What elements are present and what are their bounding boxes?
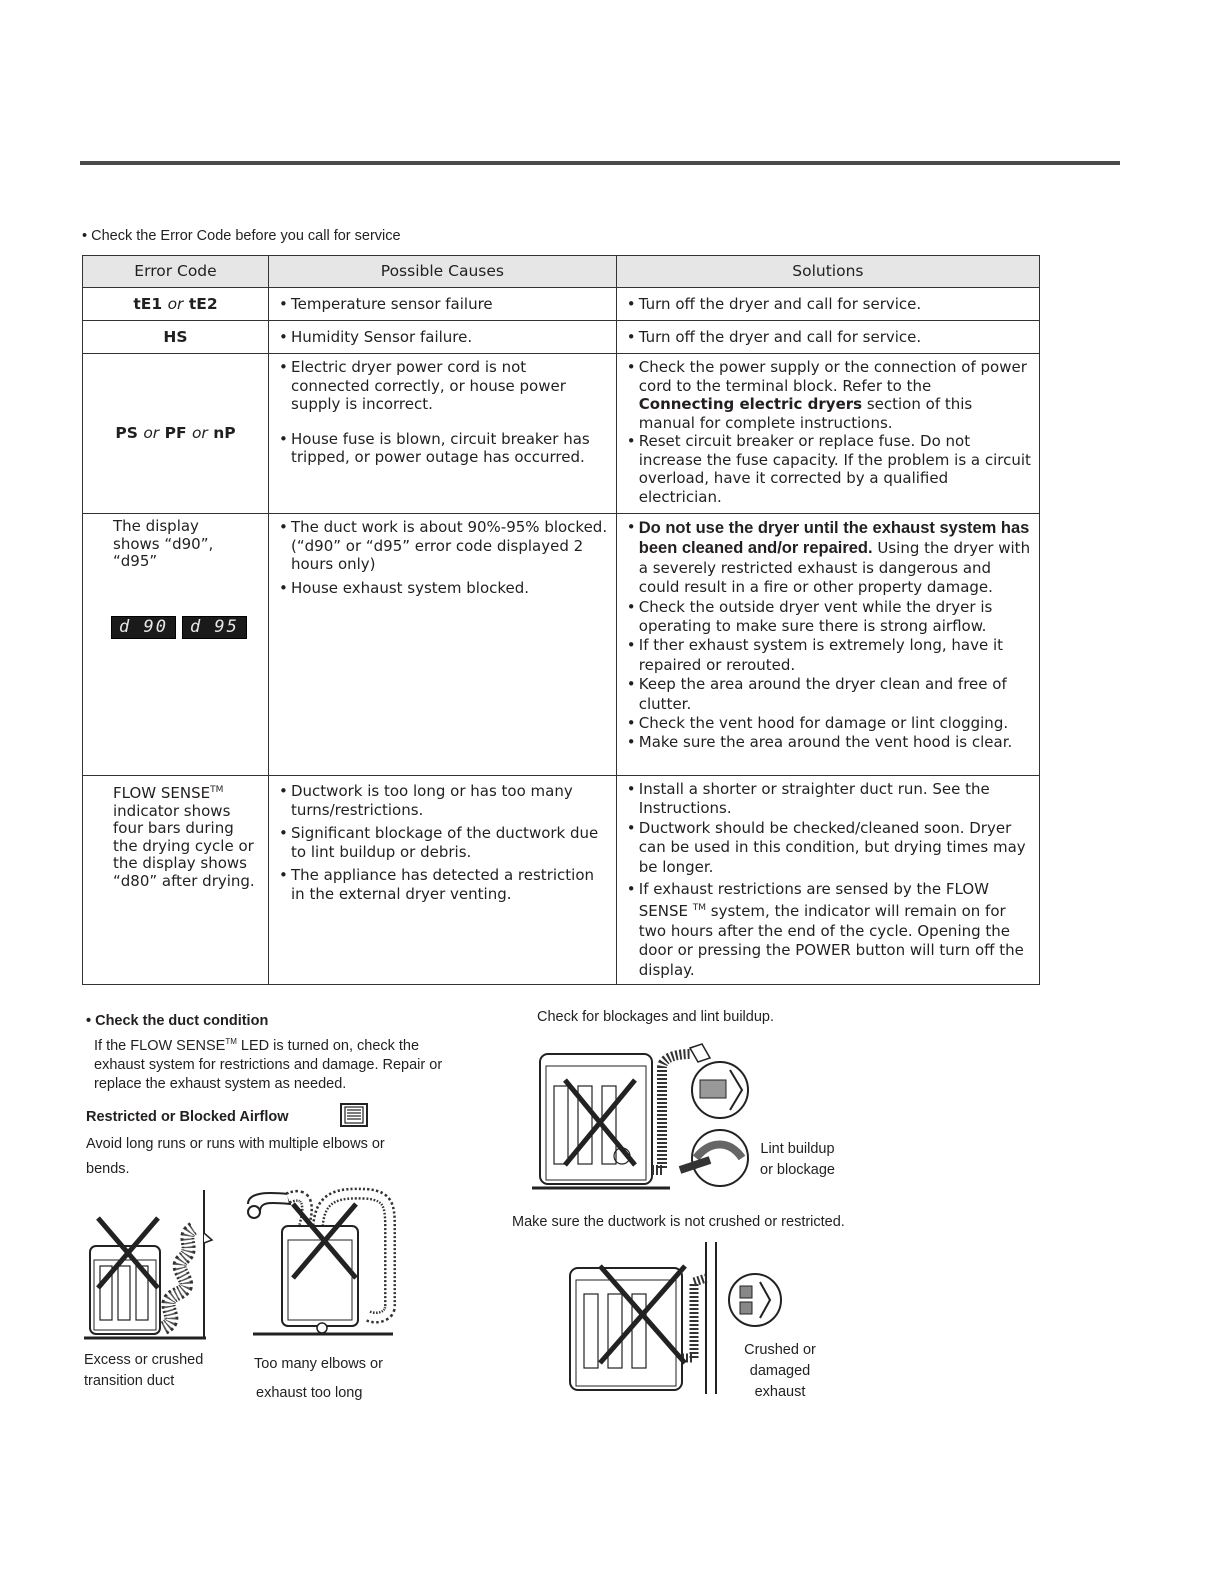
solution-item: • Make sure the area around the vent hood is clear.: [627, 733, 1031, 752]
lcd-displays: [111, 616, 258, 639]
excess-duct-illustration: [84, 1188, 214, 1343]
duct-condition-title: • Check the duct condition: [86, 1013, 269, 1029]
crushed-ductwork-caption: Make sure the ductwork is not crushed or restricted.: [512, 1214, 845, 1230]
solution-item: • Turn off the dryer and call for service.: [627, 295, 1031, 314]
intro-text: • Check the Error Code before you call for service: [82, 228, 401, 244]
cause-item: • Electric dryer power cord is not connected correctly, or house power supply is incorrect.: [279, 358, 608, 414]
solution-item: • If exhaust restrictions are sensed by the FLOW SENSE ™ system, the indicator will remain on for two hours after the end of the cycle. Opening the door or pressing the POWER button will turn off the display.: [627, 880, 1031, 980]
display-d90-text: The display shows “d90”, “d95”: [113, 517, 214, 570]
solution-item: • Do not use the dryer until the exhaust system has been cleaned and/or repaired. Using the dryer with a severely restricted exhaust is dangerous and could result in a fire or other property damage.: [627, 518, 1031, 598]
header-possible-causes: Possible Causes: [269, 256, 617, 288]
error-code-ps: PS or PF or nP: [83, 354, 269, 514]
restricted-airflow-body: Avoid long runs or runs with multiple elbows or bends.: [86, 1136, 385, 1177]
cause-item: • Temperature sensor failure: [279, 295, 608, 314]
cause-item: • House fuse is blown, circuit breaker has tripped, or power outage has occurred.: [279, 430, 608, 467]
solution-item: • Check the outside dryer vent while the dryer is operating to make sure there is strong airflow.: [627, 598, 1031, 637]
top-rule: [80, 161, 1120, 165]
table-row: [83, 776, 1040, 985]
check-blockages-caption: Check for blockages and lint buildup.: [537, 1009, 774, 1025]
crushed-exhaust-label: Crushed or damaged exhaust: [744, 1342, 816, 1400]
flow-sense-text: FLOW SENSE™ indicator shows four bars during the drying cycle or the display shows “d80” after drying.: [113, 784, 255, 890]
duct-condition-block: [86, 1012, 466, 1095]
cause-item: • The duct work is about 90%-95% blocked.(“d90” or “d95” error code displayed 2 hours only): [279, 518, 608, 574]
solution-item: • If ther exhaust system is extremely long, have it repaired or rerouted.: [627, 636, 1031, 675]
table-row: [83, 354, 1040, 514]
error-code-hs: HS: [83, 321, 269, 354]
solution-item: • Check the power supply or the connection of power cord to the terminal block. Refer to the Connecting electric dryers section of this manual for complete instructions.: [627, 358, 1031, 432]
cause-item: • Ductwork is too long or has too many turns/restrictions.: [279, 782, 608, 819]
lint-blockage-illustration: [530, 1040, 760, 1200]
duct-condition-body: If the FLOW SENSE™ LED is turned on, check the exhaust system for restrictions and damage. Repair or replace the exhaust system as needed.: [94, 1036, 443, 1093]
error-code-te1: tE1 or tE2: [83, 288, 269, 321]
table-header-row: [83, 256, 1040, 288]
solution-item: • Ductwork should be checked/cleaned soon. Dryer can be used in this condition, but drying times may be longer.: [627, 819, 1031, 877]
cause-item: • The appliance has detected a restriction in the external dryer venting.: [279, 866, 608, 903]
solution-item: • Keep the area around the dryer clean and free of clutter.: [627, 675, 1031, 714]
lcd-d90: d 90: [111, 616, 176, 639]
cause-item: • Significant blockage of the ductwork due to lint buildup or debris.: [279, 824, 608, 861]
cause-item: • Humidity Sensor failure.: [279, 328, 608, 347]
header-solutions: Solutions: [616, 256, 1039, 288]
vent-icon: [340, 1103, 368, 1127]
solution-item: • Reset circuit breaker or replace fuse. Do not increase the fuse capacity. If the problem is a circuit overload, have it corrected by a qualified electrician.: [627, 432, 1031, 506]
lcd-d95: d 95: [182, 616, 247, 639]
table-row: [83, 321, 1040, 354]
table-row: [83, 288, 1040, 321]
solution-item: • Install a shorter or straighter duct run. See the Instructions.: [627, 780, 1031, 819]
header-error-code: Error Code: [83, 256, 269, 288]
error-code-table: [82, 255, 1040, 985]
caption-excess-crushed: Excess or crushed transition duct: [84, 1352, 204, 1389]
solution-item: • Check the vent hood for damage or lint clogging.: [627, 714, 1031, 733]
table-row: [83, 514, 1040, 776]
too-many-elbows-illustration: [238, 1186, 398, 1341]
caption-too-many-elbows: Too many elbows or exhaust too long: [254, 1356, 383, 1401]
solution-item: • Turn off the dryer and call for service.: [627, 328, 1031, 347]
cause-item: • House exhaust system blocked.: [279, 579, 608, 598]
lint-buildup-label: Lint buildup or blockage: [760, 1141, 835, 1178]
restricted-airflow-title: Restricted or Blocked Airflow: [86, 1109, 289, 1125]
